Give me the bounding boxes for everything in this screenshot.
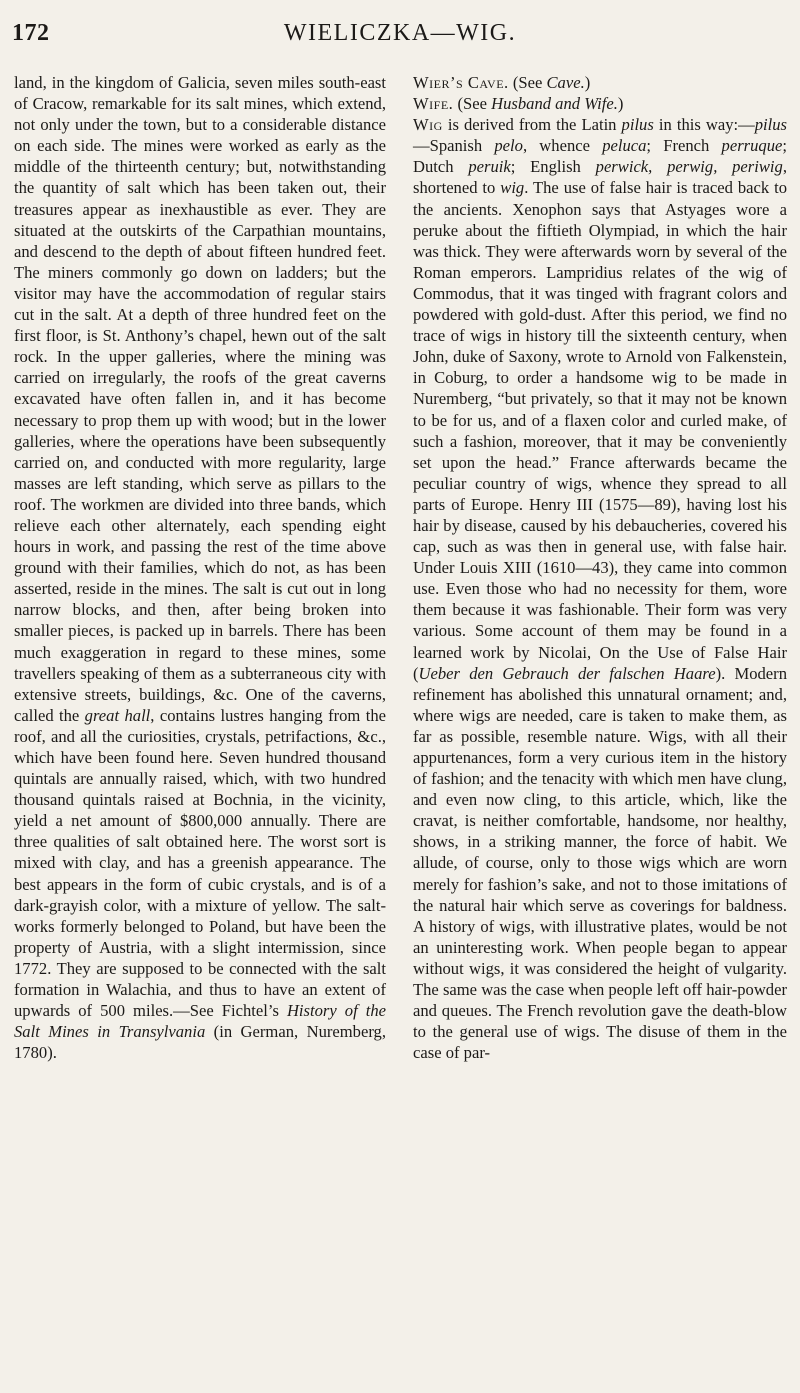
italic-run: History of the Salt Mines in Transylvania (14, 1001, 386, 1042)
italic-run: wig (500, 178, 525, 198)
page-number: 172 (12, 20, 50, 46)
text-run: land, in the kingdom of Galicia, seven miles south-east of Cracow, remarkable for its salt mines, which extend, not only under the town, but to a considerable distance on each side. The mines were worked as early as the middle of the thirteenth century; but, notwithstanding the quantity of salt which has been taken out, their treasures appear as inexhaustible as ever. They are situated at the outskirts of the Carpathian mountains, and descend to the depth of about fifteen hundred feet. The miners commonly go down on ladders; but the visitor may have the accommodation of regular stairs cut in the salt. At a depth of three hundred feet on the first floor, is St. Anthony’s chapel, hewn out of the salt rock. In the upper galleries, where the mining was carried on irregularly, the roofs of the great caverns excavated have often fallen in, and it has become necessary to prop them up with wood; but in the lower galleries, where the operations have been subsequently carried on, and conducted with more regularity, large masses are left standing, which serve as pillars to the roof. The workmen are divided into three bands, which relieve each other alternately, each spending eight hours in work, and passing the rest of the time above ground with their families, which do not, as has been asserted, reside in the mines. The salt is cut out in long narrow blocks, and then, after being broken into smaller pieces, is packed up in barrels. There has been much exaggeration in regard to these mines, some travellers speaking of them as a subterraneous city with extensive streets, buildings, &c. One of the caverns, called the (14, 73, 386, 725)
text-run: ; English (510, 157, 596, 177)
entry-wife (413, 93, 787, 114)
text-run: . The use of false hair is traced back to the ancients. Xenophon says that Astyages wore a peruke about the fiftieth Olympiad, in which the hair was thick. They were afterwards worn by several of the Roman emperors. Lampridius relates of the wig of Commodus, that it was tinged with fragrant colors and powdered with gold-dust. After this period, we find no trace of wigs in history till the sixteenth century, when John, duke of Saxony, wrote to Arnold von Falkenstein, in Coburg, to order a handsome wig to be made in Nuremberg, “but privately, so that it may not be known to be for us, and of a flaxen color and curled make, of such a fashion, moreover, that it may be conveniently set upon the head.” France afterwards became the peculiar country of wigs, whence they spread to all parts of Europe. Henry III (1575—89), having lost his hair by disease, caused by his debaucheries, covered his cap, such as was then in general use, with false hair. Under Louis XIII (1610—43), they came into common use. Even those who had no necessity for them, wore them because it was fashionable. Their form was very various. Some account of them may be found in a learned work by Nicolai, On the Use of False Hair ( (413, 178, 787, 683)
text-run: , shortened to (413, 157, 787, 198)
text-run: (See (508, 73, 547, 92)
cross-reference: Husband and Wife. (491, 94, 618, 114)
text-run: , whence (522, 136, 603, 156)
wieliczka-entry-continuation (14, 72, 386, 1063)
entry-headword: Wig (413, 115, 443, 135)
italic-run: pelo (494, 136, 523, 156)
text-run: (See (453, 94, 492, 114)
text-run: ; French (646, 136, 722, 156)
entry-wiers-cave (413, 72, 787, 93)
running-head: WIELICZKA—WIG. (283, 20, 517, 46)
italic-run: perruque (721, 136, 783, 156)
text-run: , contains lustres hanging from the roof, and all the curiosities, crystals, petrifactions, &c., which have been found here. Seven hundred thousand quintals are annually raised, which, with two hundred thousand quintals raised at Bochnia, in the vicinity, yield a net amount of $800,000 annually. There are three qualities of salt obtained here. The worst sort is mixed with clay, and has a greenish appearance. The best appears in the form of cubic crystals, and is of a dark-grayish color, with a mixture of yellow. The salt-works formerly belonged to Poland, but have been the property of Austria, with a slight intermission, since 1772. They are supposed to be connected with the salt formation in Walachia, and thus to have an extent of upwards of 500 miles.—See Fichtel’s (14, 705, 386, 1021)
cross-reference: Cave. (546, 73, 585, 92)
text-run: is derived from the Latin (442, 115, 622, 135)
text-run: in this way:— (653, 115, 755, 135)
text-run: ). Modern refinement has abolished this unnatural ornament; and, where wigs are needed, care is taken to make them, as far as possible, resemble nature. Wigs, with all their appurtenances, form a very curious item in the history of fashion; and the tenacity with which men have clung, and even now cling, to this article, which, like the cravat, is neither comfortable, handsome, nor healthy, shows, in a striking manner, the force of habit. We allude, of course, only to those wigs which are worn merely for fashion’s sake, and not to those imitations of the natural hair which serve as coverings for baldness. A history of wigs, with illustrative plates, would be not an uninteresting work. When people began to appear without wigs, it was considered the height of vulgarity. The same was the case when people left off hair-powder and queues. The French revolution gave the death-blow to the general use of wigs. The disuse of them in the case of par- (413, 663, 787, 1063)
right-column (413, 72, 787, 1063)
text-run: ; Dutch (413, 136, 787, 177)
left-column (14, 72, 386, 1063)
italic-run: perwick, perwig, periwig (595, 157, 783, 177)
entry-headword: Wier’s Cave. (413, 73, 509, 92)
italic-run: great hall (84, 705, 151, 725)
italic-run: Ueber den Gebrauch der falschen Haare (418, 663, 716, 683)
text-run: —Spanish (413, 136, 495, 156)
entry-headword: Wife. (413, 94, 454, 114)
text-run: ) (584, 73, 591, 92)
text-run: ) (617, 94, 624, 114)
text-run: (in German, Nuremberg, 1780). (14, 1022, 386, 1063)
italic-run: pilus (621, 115, 654, 135)
italic-run: pilus (754, 115, 787, 135)
italic-run: peruik (468, 157, 511, 177)
entry-wig (413, 114, 787, 1063)
italic-run: peluca (602, 136, 647, 156)
